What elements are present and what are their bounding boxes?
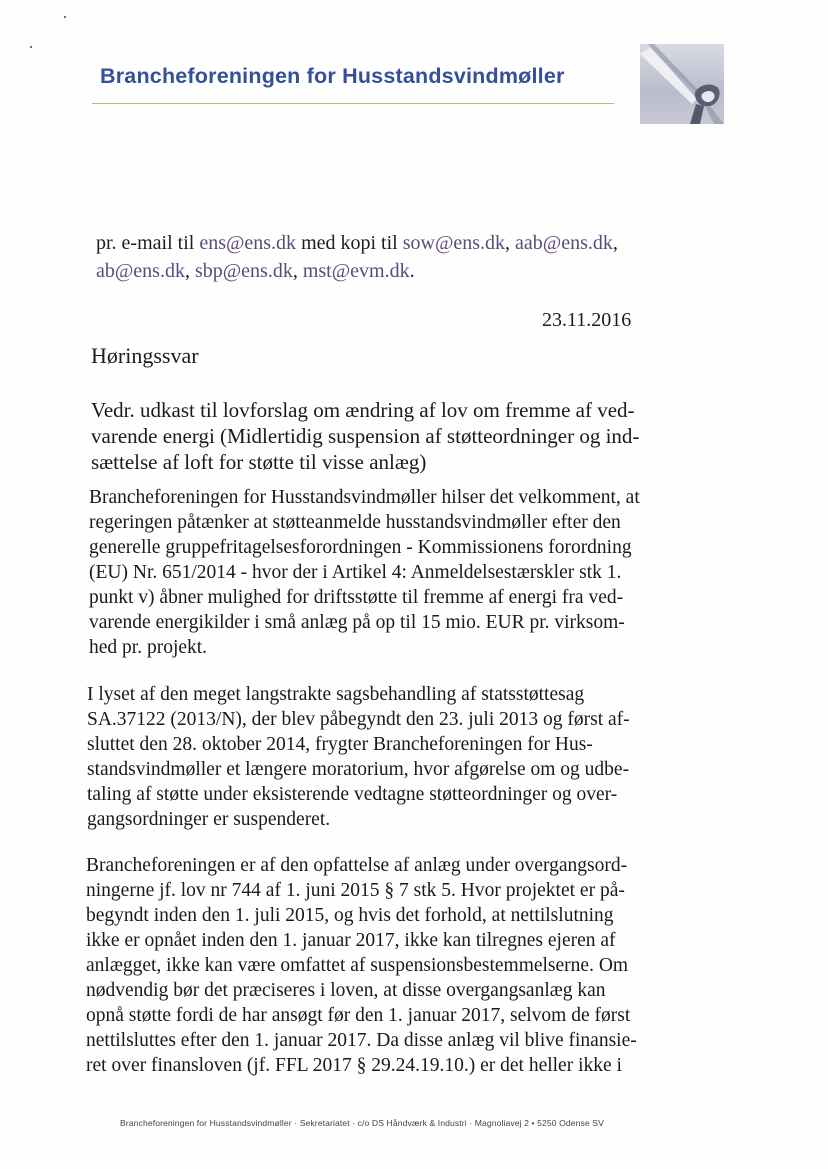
recipient-text: , xyxy=(292,260,303,282)
email-address-link[interactable]: sbp@ens.dk xyxy=(194,260,293,282)
body-line: generelle gruppefritagelsesforordningen - Kommissionens forordning xyxy=(89,537,632,558)
body-line: punkt v) åbner mulighed for driftsstøtte til fremme af energi fra ved- xyxy=(89,587,624,608)
body-line: gangsordninger er suspenderet. xyxy=(87,809,331,830)
body-line: (EU) Nr. 651/2014 - hvor der i Artikel 4: Anmeldelsestærskler stk 1. xyxy=(89,562,622,583)
body-line: varende energikilder i små anlæg på op til 15 mio. EUR pr. virksom- xyxy=(89,612,625,633)
email-address-link[interactable]: mst@evm.dk xyxy=(302,260,410,282)
recipient-text: med kopi til xyxy=(296,232,403,254)
recipient-text: , xyxy=(612,232,618,254)
email-address-link[interactable]: sow@ens.dk xyxy=(402,232,506,254)
body-line: taling af støtte under eksisterende vedtagne støtteordninger og over- xyxy=(87,784,618,805)
body-line: begyndt inden den 1. juli 2015, og hvis det forhold, at nettilslutning xyxy=(86,905,614,926)
body-line: SA.37122 (2013/N), der blev påbegyndt den 23. juli 2013 og først af- xyxy=(87,709,630,730)
wind-turbine-logo-icon xyxy=(640,44,724,124)
body-line: ikke er opnået inden den 1. januar 2017, ikke kan tilregnes ejeren af xyxy=(86,930,616,951)
body-line: hed pr. projekt. xyxy=(89,637,208,658)
recipient-text: , xyxy=(505,232,516,254)
body-line: standsvindmøller et længere moratorium, hvor afgørelse om og udbe- xyxy=(87,759,630,780)
letter-footer: Brancheforeningen for Husstandsvindmøller · Sekretariatet · c/o DS Håndværk & Industri · Magnoliavej 2 • 5250 Odense SV xyxy=(120,1118,604,1128)
body-line: ningerne jf. lov nr 744 af 1. juni 2015 § 7 stk 5. Hvor projektet er på- xyxy=(86,880,625,901)
body-line: Brancheforeningen er af den opfattelse af anlæg under overgangsord- xyxy=(86,855,628,876)
body-line: opnå støtte fordi de har ansøgt før den 1. januar 2017, selvom de først xyxy=(86,1005,631,1026)
body-line: regeringen påtænker at støtteanmelde husstandsvindmøller efter den xyxy=(89,512,621,533)
scan-speck xyxy=(64,16,66,18)
subject-line: sættelse af loft for støtte til visse anlæg) xyxy=(91,450,427,474)
recipient-text: pr. e-mail til xyxy=(96,232,200,254)
body-line: anlægget, ikke kan være omfattet af suspensionsbestemmelserne. Om xyxy=(86,955,629,976)
body-line: nødvendig bør det præciseres i loven, at disse overgangsanlæg kan xyxy=(86,980,606,1001)
recipient-line-2 xyxy=(96,260,415,283)
subject-line: varende energi (Midlertidig suspension af støtteordninger og ind- xyxy=(91,424,640,448)
letter-date: 23.11.2016 xyxy=(542,309,632,331)
body-line: sluttet den 28. oktober 2014, frygter Brancheforeningen for Hus- xyxy=(87,734,593,755)
scan-speck xyxy=(30,46,32,48)
body-line: I lyset af den meget langstrakte sagsbehandling af statsstøttesag xyxy=(87,684,585,705)
letterhead-rule xyxy=(92,103,614,104)
recipient-text: . xyxy=(409,260,415,282)
body-line: ret over finansloven (jf. FFL 2017 § 29.24.19.10.) er det heller ikke i xyxy=(86,1055,622,1076)
email-address-link[interactable]: aab@ens.dk xyxy=(515,232,613,254)
body-line: Brancheforeningen for Husstandsvindmøller hilser det velkomment, at xyxy=(89,487,640,508)
subject-line: Vedr. udkast til lovforslag om ændring af lov om fremme af ved- xyxy=(91,398,635,422)
email-address-link[interactable]: ab@ens.dk xyxy=(96,260,185,282)
letterhead-title: Brancheforeningen for Husstandsvindmøller xyxy=(100,64,565,88)
recipient-line-1 xyxy=(96,232,618,255)
recipient-text: , xyxy=(184,260,195,282)
letter-heading: Høringssvar xyxy=(91,343,199,368)
body-line: nettilsluttes efter den 1. januar 2017. Da disse anlæg vil blive finansie- xyxy=(86,1030,637,1051)
email-address-link[interactable]: ens@ens.dk xyxy=(199,232,297,254)
